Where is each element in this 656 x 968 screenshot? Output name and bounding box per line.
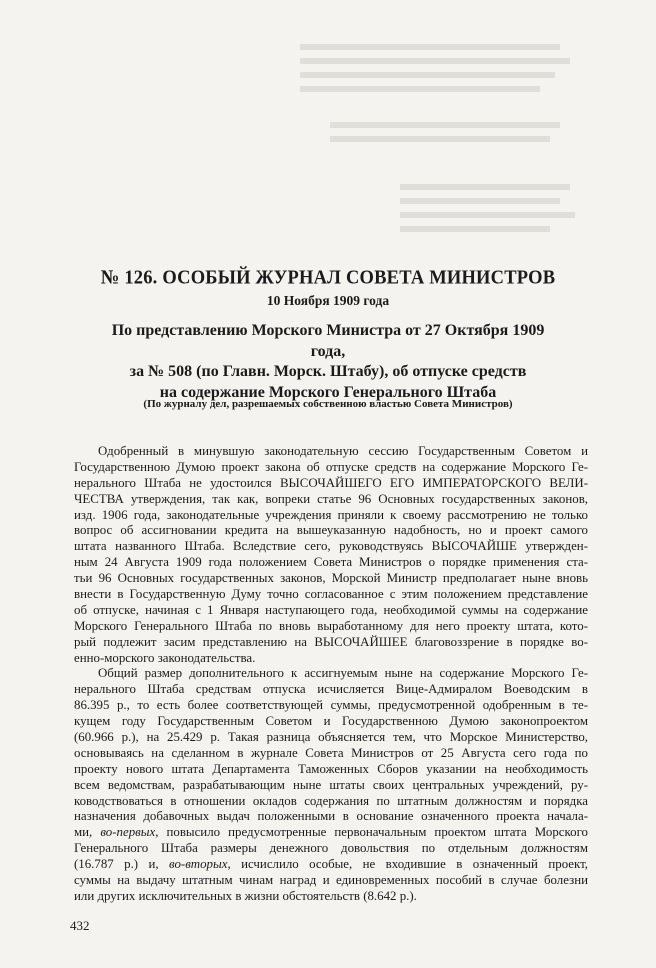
bleed-through-middle [330, 118, 560, 146]
text-line: суммы на выдачу штатным чинам наград и единовременных пособий в случае болезни [74, 873, 588, 888]
text-line: Государственною Думою проект закона об отпуске средств на содержание Морского Ге- [74, 459, 588, 474]
subtitle-line: По представлению Морского Министра от 27 Октября 1909 года, [111, 322, 545, 360]
paragraph-1 [74, 444, 588, 666]
paragraph-2 [74, 666, 588, 904]
text-line: всем ведомствам, разрабатывающим ныне штаты своих центральных учреждений, ру- [74, 777, 588, 792]
text-line: нерального Штаба не удостоился ВЫСОЧАЙШЕГО ЕГО ИМПЕРАТОРСКОГО ВЕЛИ- [74, 475, 588, 490]
text-line: назначения добавочных выдач положенными в основание означенного проекта начала- [74, 809, 588, 824]
text-line: штата названного Штаба. Вследствие сего, руководствуясь ВЫСОЧАЙШЕ утвержден- [74, 539, 588, 554]
emphasis: во-вторых [169, 857, 228, 872]
text-line: изд. 1906 года, законодательные учреждения приняли к своему рассмотрению не только [74, 507, 588, 522]
text-line: Морского Генерального Штаба по вновь выработанному для него проекту штата, кото- [74, 618, 588, 633]
text-line: тьи 96 Основных государственных законов, Морской Министр предполагает ныне вновь [74, 571, 588, 586]
text-line: ми, во-первых, повысило предусмотренные первоначальным проектом штата Морского [74, 825, 588, 840]
text-line: вопрос об ассигновании кредита на вышеуказанную надобность, но и проект самого [74, 523, 588, 538]
text-line: Общий размер дополнительного к ассигнуемым ныне на содержание Морского Ге- [98, 666, 588, 681]
text-line: енно-морского законодательства. [74, 650, 256, 665]
subtitle-line: на содержание Морского Генерального Штаба [159, 383, 497, 401]
text-line: основываясь на сделанном в журнале Совета Министров от 25 Августа сего года по [74, 745, 588, 760]
text-line: (60.966 р.), на 25.429 р. Такая разница объясняется тем, что Морское Министерство, [74, 730, 588, 745]
page-number: 432 [70, 918, 90, 933]
text-line: Генерального Штаба размеры денежного довольствия по отдельным должностям [74, 841, 588, 856]
subtitle-line: за № 508 (по Главн. Морск. Штабу), об отпуске средств [129, 363, 527, 380]
text-line: кущем году Государственным Советом и Государственною Думою законопроектом [74, 714, 588, 729]
bleed-through-top [300, 40, 570, 96]
text-line: внести в Государственную Думу точно согласованное с этим положением представление [74, 587, 588, 602]
document-note: (По журналу дел, разрешаемых собственною властью Совета Министров) [143, 398, 513, 410]
text-line: Одобренный в минувшую законодательную сессию Государственным Советом и [98, 444, 588, 458]
document-date: 10 Ноября 1909 года [266, 293, 390, 308]
bleed-through-upper [400, 180, 575, 236]
emphasis: во-первых [100, 825, 156, 840]
document-subtitle [95, 321, 561, 403]
text-line: проекту нового штата Департамента Таможенных Сборов указании на необходимость [74, 761, 588, 776]
text-line: (16.787 р.) и, во-вторых, исчислило особые, не входившие в означенный проект, [74, 857, 588, 872]
text-line: или других исключительных в жизни обстоятельств (8.642 р.). [74, 888, 417, 903]
body-text [74, 444, 588, 905]
text-line: ководствоваться в отношении окладов содержания по штатным должностям и порядка [74, 793, 588, 808]
text-line: ным 24 Августа 1909 года положением Совета Министров о порядке применения ста- [74, 555, 588, 570]
text-line: об отпуске, начиная с 1 Января наступающего года, необходимой суммы на содержание [74, 602, 588, 617]
text-line: 86.395 р., то есть более соответствующей суммы, предусмотренной одобренным в те- [74, 698, 588, 713]
text-line: ЧЕСТВА утверждения, так как, вопреки статье 96 Основных государственных законов, [74, 491, 588, 506]
text-line: нерального Штаба средствам отпуска исчисляется Вице-Адмиралом Воеводским в [74, 682, 588, 697]
text-line: рый подлежит засим представлению на ВЫСОЧАЙШЕЕ благовоззрение в порядке во- [74, 634, 588, 649]
page-title: № 126. ОСОБЫЙ ЖУРНАЛ СОВЕТА МИНИСТРОВ [100, 267, 556, 289]
